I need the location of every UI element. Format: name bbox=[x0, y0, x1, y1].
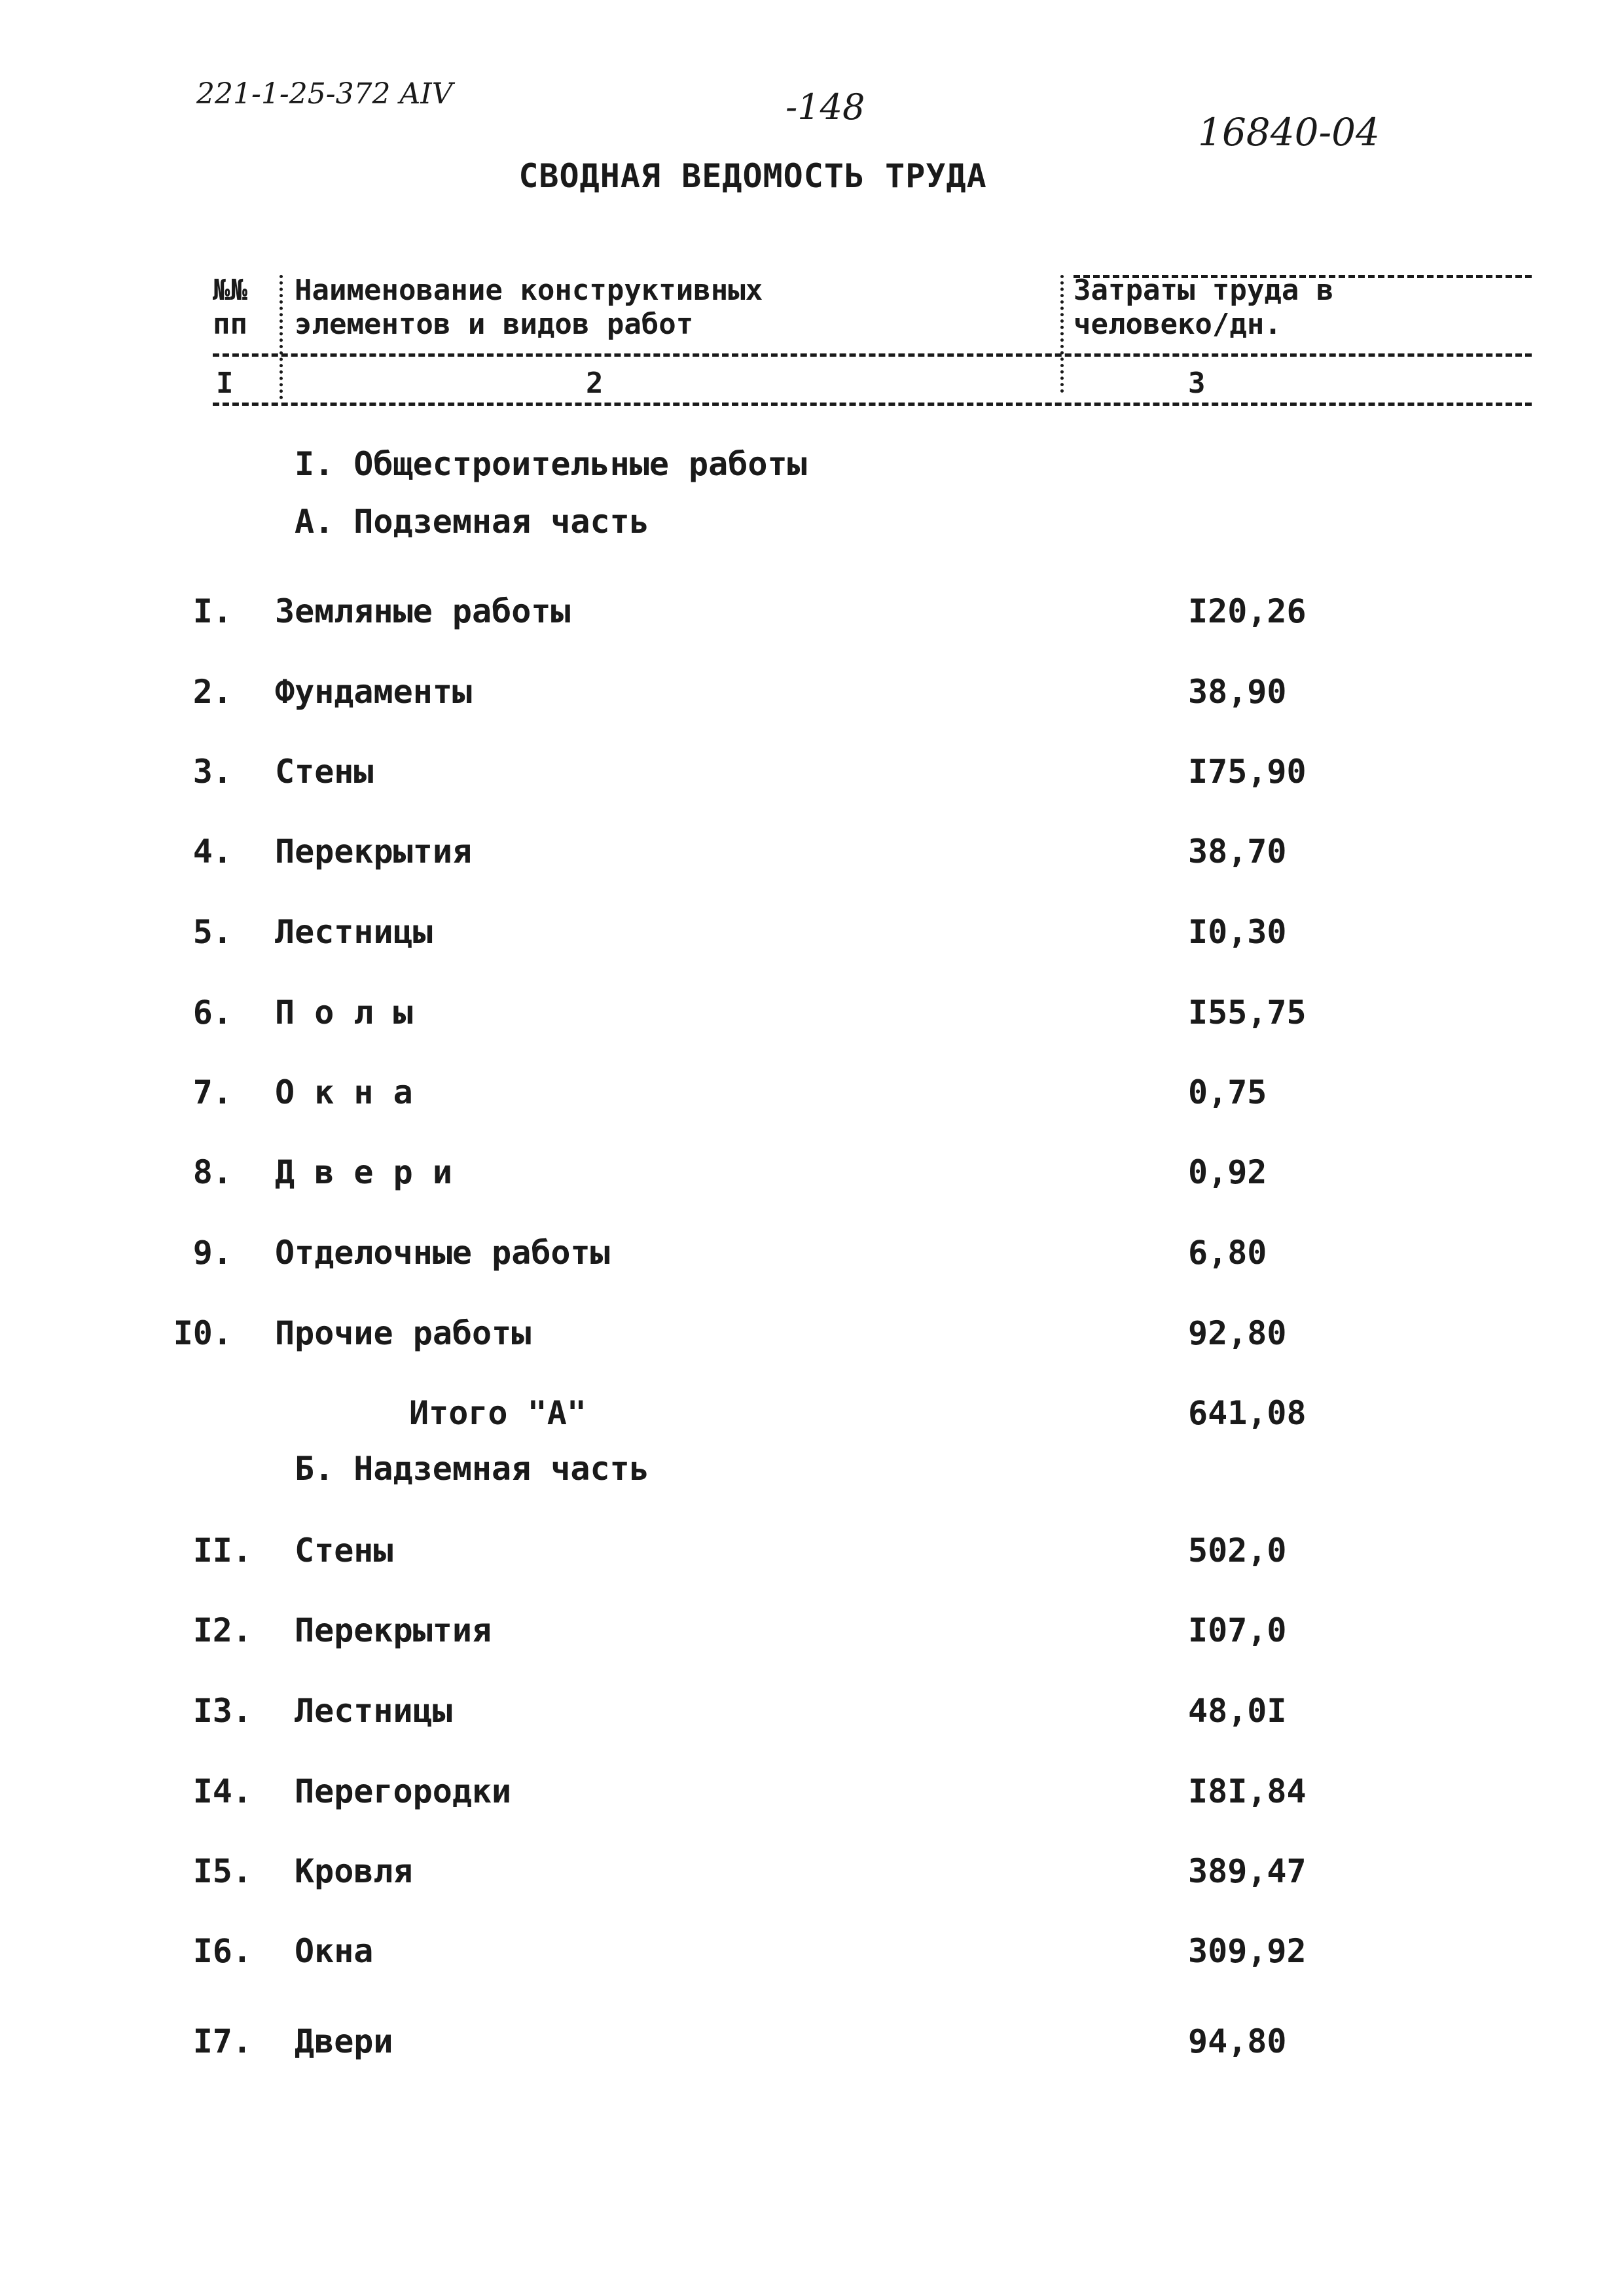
row-work-name: Окна bbox=[295, 1932, 374, 1970]
row-work-name: Двери bbox=[295, 2022, 393, 2060]
row-work-name: Стены bbox=[275, 753, 374, 791]
col-number-header-line1: №№ bbox=[213, 274, 247, 307]
row-number: 6. bbox=[192, 994, 232, 1031]
row-work-name: О к н а bbox=[275, 1073, 413, 1111]
row-labor-value: 92,80 bbox=[1188, 1314, 1287, 1352]
row-labor-value: I55,75 bbox=[1188, 994, 1307, 1031]
col-number-header-line2: пп bbox=[213, 308, 247, 341]
row-work-name: Прочие работы bbox=[275, 1314, 532, 1352]
row-number: I7. bbox=[192, 2022, 252, 2060]
col-name-header-line2: элементов и видов работ bbox=[295, 308, 694, 341]
row-labor-value: 94,80 bbox=[1188, 2022, 1287, 2060]
row-work-name: Отделочные работы bbox=[275, 1234, 610, 1272]
row-work-name: Лестницы bbox=[295, 1692, 452, 1730]
header-bottom-rule bbox=[213, 403, 1532, 406]
section-general-construction: I. Общестроительные работы bbox=[295, 445, 807, 483]
row-work-name: Фундаменты bbox=[275, 673, 473, 711]
row-work-name: Перегородки bbox=[295, 1772, 512, 1810]
row-labor-value: I0,30 bbox=[1188, 913, 1287, 951]
subsection-aboveground: Б. Надземная часть bbox=[295, 1450, 649, 1488]
row-labor-value: 0,92 bbox=[1188, 1153, 1267, 1191]
row-number: I3. bbox=[192, 1692, 252, 1730]
row-number: 3. bbox=[192, 753, 232, 791]
row-number: 9. bbox=[192, 1234, 232, 1272]
page-number: -148 bbox=[785, 86, 865, 128]
header-mid-rule bbox=[213, 353, 1532, 357]
row-work-name: Перекрытия bbox=[275, 833, 473, 870]
row-number: 8. bbox=[192, 1153, 232, 1191]
row-work-name: Д в е р и bbox=[275, 1153, 452, 1191]
col-value-header-line2: человеко/дн. bbox=[1074, 308, 1282, 341]
row-labor-value: I07,0 bbox=[1188, 1611, 1287, 1649]
document-cipher: 221-1-25-372 AIV bbox=[196, 77, 453, 111]
total-a-label: Итого "А" bbox=[409, 1394, 586, 1432]
row-labor-value: 309,92 bbox=[1188, 1932, 1307, 1970]
col-name-header-line1: Наименование конструктивных bbox=[295, 274, 763, 307]
col-value-header-line1: Затраты труда в bbox=[1074, 274, 1334, 307]
col-value-index: 3 bbox=[1188, 367, 1206, 400]
col-number-index: I bbox=[216, 367, 234, 400]
row-number: 2. bbox=[192, 673, 232, 711]
row-labor-value: 38,90 bbox=[1188, 673, 1287, 711]
row-work-name: Стены bbox=[295, 1532, 393, 1570]
row-labor-value: 389,47 bbox=[1188, 1852, 1307, 1890]
column-separator-2 bbox=[1060, 275, 1064, 393]
row-number: I. bbox=[192, 592, 232, 630]
column-separator-1 bbox=[280, 275, 283, 399]
row-work-name: Лестницы bbox=[275, 913, 433, 951]
row-labor-value: I8I,84 bbox=[1188, 1772, 1307, 1810]
col-name-index: 2 bbox=[586, 367, 604, 400]
document-number: 16840-04 bbox=[1198, 110, 1380, 154]
row-number: I4. bbox=[192, 1772, 252, 1810]
row-labor-value: 0,75 bbox=[1188, 1073, 1267, 1111]
row-labor-value: 48,0I bbox=[1188, 1692, 1287, 1730]
row-work-name: Кровля bbox=[295, 1852, 413, 1890]
row-labor-value: I20,26 bbox=[1188, 592, 1307, 630]
row-number: 7. bbox=[192, 1073, 232, 1111]
row-work-name: Перекрытия bbox=[295, 1611, 492, 1649]
row-number: 5. bbox=[192, 913, 232, 951]
row-labor-value: I75,90 bbox=[1188, 753, 1307, 791]
row-number: II. bbox=[192, 1532, 252, 1570]
subsection-underground: А. Подземная часть bbox=[295, 503, 649, 541]
row-work-name: Земляные работы bbox=[275, 592, 571, 630]
row-number: I5. bbox=[192, 1852, 252, 1890]
row-labor-value: 38,70 bbox=[1188, 833, 1287, 870]
row-number: 4. bbox=[192, 833, 232, 870]
row-number: I0. bbox=[173, 1314, 232, 1352]
row-labor-value: 6,80 bbox=[1188, 1234, 1267, 1272]
total-a-value: 641,08 bbox=[1188, 1394, 1307, 1432]
row-number: I6. bbox=[192, 1932, 252, 1970]
page-title: СВОДНАЯ ВЕДОМОСТЬ ТРУДА bbox=[518, 157, 987, 195]
row-labor-value: 502,0 bbox=[1188, 1532, 1287, 1570]
row-work-name: П о л ы bbox=[275, 994, 413, 1031]
row-number: I2. bbox=[192, 1611, 252, 1649]
